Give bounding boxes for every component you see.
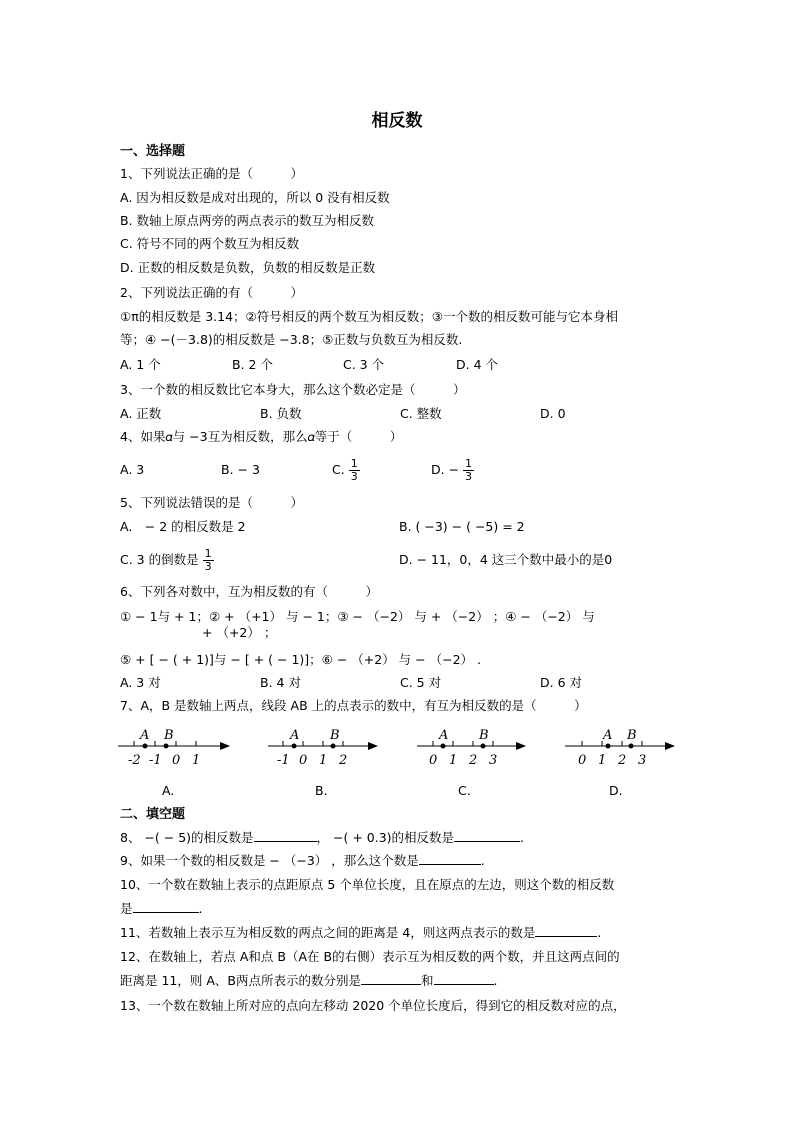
- q7-number-lines: [0, 722, 794, 778]
- q13-line-1: 13、一个数在数轴上所对应的点向左移动 2020 个单位长度后，得到它的相反数对应的点，: [120, 998, 626, 1013]
- tick-label: -1: [149, 753, 162, 768]
- q5-option-b: B. ( −3) − ( −5) = 2: [399, 519, 525, 534]
- fraction-denominator: 3: [465, 470, 473, 483]
- q2-line-1: ①π的相反数是 3.14；②符号相反的两个数互为相反数；③一个数的相反数可能与它本身相: [120, 309, 618, 324]
- number-line-c: [417, 728, 526, 768]
- q2-option-c: C. 3 个: [343, 357, 385, 372]
- q4-option-c-label: C.: [332, 462, 345, 477]
- q5-option-a: A. − 2 的相反数是 2: [120, 519, 246, 534]
- q10-line-1: 10、一个数在数轴上表示的点距原点 5 个单位长度，且在原点的左边，则这个数的相反数: [120, 877, 615, 892]
- q2-stem: 2、下列说法正确的有（ ）: [120, 285, 303, 300]
- point-a: [441, 744, 446, 749]
- fraction-numerator: 1: [204, 547, 212, 560]
- q4-option-d-label: D. −: [431, 462, 460, 477]
- tick-label: 0: [578, 753, 587, 768]
- q2-line-2: 等；④ −(－3.8)的相反数是 −3.8；⑤正数与负数互为相反数.: [120, 332, 463, 347]
- tick-label: 0: [299, 753, 308, 768]
- point-a-label: A: [439, 728, 449, 743]
- q5-option-c-fraction: [203, 548, 214, 573]
- fraction-numerator: 1: [350, 457, 358, 470]
- q4-stem: 4、如果𝛼与 −3互为相反数，那么𝛼等于（ ）: [120, 429, 403, 444]
- page-title: 相反数: [371, 111, 423, 131]
- answer-blank[interactable]: [133, 900, 199, 913]
- number-line-d: [565, 728, 675, 768]
- q5-option-c: [120, 542, 214, 578]
- point-a-label: A: [140, 728, 150, 743]
- q6-line-1: ① − 1与 + 1；② + （+1） 与 − 1；③ − （−2） 与 + （−2） ；④ − （−2） 与: [120, 609, 595, 624]
- q3-option-c: C. 整数: [400, 406, 442, 421]
- section-heading-choice: 一、选择题: [120, 144, 186, 159]
- tick-label: 0: [172, 753, 181, 768]
- answer-blank[interactable]: [361, 972, 421, 985]
- tick-label: 1: [449, 753, 458, 768]
- answer-blank[interactable]: [254, 829, 317, 842]
- answer-blank[interactable]: [454, 829, 520, 842]
- point-a-label: A: [290, 728, 300, 743]
- point-a: [292, 744, 297, 749]
- q4-option-b: B. − 3: [221, 462, 260, 477]
- answer-blank[interactable]: [419, 852, 481, 865]
- q1-option-b: B. 数轴上原点两旁的两点表示的数互为相反数: [120, 213, 375, 228]
- point-b-label: B: [164, 728, 174, 743]
- point-b: [481, 744, 486, 749]
- arrow-icon: [516, 742, 526, 750]
- q11-part-2: .: [597, 925, 602, 940]
- answer-blank[interactable]: [434, 972, 494, 985]
- q5-stem: 5、下列说法错误的是（ ）: [120, 495, 303, 510]
- q2-option-d: D. 4 个: [456, 357, 498, 372]
- tick-label: 2: [618, 753, 627, 768]
- point-b-label: B: [330, 728, 340, 743]
- q6-option-a: A. 3 对: [120, 675, 161, 690]
- q7-option-a-label: A.: [162, 783, 175, 798]
- q12-line-2: [120, 972, 497, 990]
- arrow-icon: [665, 742, 675, 750]
- q10-part-2: .: [198, 901, 203, 916]
- q3-stem: 3、一个数的相反数比它本身大，那么这个数必定是（ ）: [120, 382, 466, 397]
- point-b-label: B: [479, 728, 489, 743]
- point-a: [606, 744, 611, 749]
- q1-stem: 1、下列说法正确的是（ ）: [120, 166, 303, 181]
- q12-part-2: 和: [420, 973, 434, 988]
- q1-option-a: A. 因为相反数是成对出现的，所以 0 没有相反数: [120, 190, 390, 205]
- tick-label: 1: [598, 753, 607, 768]
- arrow-icon: [220, 742, 230, 750]
- tick-label: 0: [429, 753, 438, 768]
- tick-label: -1: [277, 753, 290, 768]
- q10-line-2: [120, 900, 203, 918]
- arrow-icon: [368, 742, 378, 750]
- tick-label: 3: [489, 753, 498, 768]
- q7-option-d-label: D.: [609, 783, 623, 798]
- section-heading-fill: 二、填空题: [120, 807, 186, 822]
- q7-stem: 7、A，B 是数轴上两点，线段 AB 上的点表示的数中，有互为相反数的是（ ）: [120, 698, 587, 713]
- q11-line: [120, 924, 601, 942]
- q4-option-c: [332, 452, 360, 488]
- tick-label: -2: [128, 753, 141, 768]
- q9-line: [120, 852, 485, 870]
- q6-stem: 6、下列各对数中，互为相反数的有（ ）: [120, 584, 378, 599]
- q4-option-d: [431, 452, 474, 488]
- q4-option-a: A. 3: [120, 462, 145, 477]
- tick-label: 3: [638, 753, 647, 768]
- q9-part-1: 9、如果一个数的相反数是 − （−3） ，那么这个数是: [120, 853, 419, 868]
- fraction-denominator: 3: [204, 560, 212, 573]
- point-b: [331, 744, 336, 749]
- number-line-a: [118, 728, 230, 768]
- q6-option-d: D. 6 对: [540, 675, 582, 690]
- point-b: [629, 744, 634, 749]
- number-line-b: [268, 728, 378, 768]
- q2-option-a: A. 1 个: [120, 357, 161, 372]
- q3-option-d: D. 0: [540, 406, 566, 421]
- q12-part-1: 距离是 11，则 A、B两点所表示的数分别是: [120, 973, 361, 988]
- q6-option-b: B. 4 对: [260, 675, 301, 690]
- point-a: [143, 744, 148, 749]
- q4-option-c-fraction: [349, 458, 360, 483]
- point-a-label: A: [603, 728, 613, 743]
- q7-option-c-label: C.: [458, 783, 471, 798]
- tick-label: 1: [319, 753, 328, 768]
- q2-option-b: B. 2 个: [232, 357, 273, 372]
- tick-label: 2: [339, 753, 348, 768]
- tick-label: 2: [469, 753, 478, 768]
- fraction-numerator: 1: [465, 457, 473, 470]
- q12-part-3: .: [493, 973, 498, 988]
- q6-line-2: + （+2） ；: [202, 625, 277, 640]
- q10-part-1: 是: [120, 901, 133, 916]
- q8-part-2: ， −( + 0.3)的相反数是: [316, 830, 455, 845]
- q3-option-b: B. 负数: [260, 406, 302, 421]
- tick-label: 1: [192, 753, 201, 768]
- q8-part-3: .: [520, 830, 525, 845]
- q6-option-c: C. 5 对: [400, 675, 442, 690]
- q3-option-a: A. 正数: [120, 406, 162, 421]
- q1-option-d: D. 正数的相反数是负数，负数的相反数是正数: [120, 260, 376, 275]
- q8-part-1: 8、 −( − 5)的相反数是: [120, 830, 254, 845]
- fraction-denominator: 3: [350, 470, 358, 483]
- q12-line-1: 12、在数轴上，若点 A和点 B（A在 B的右侧）表示互为相反数的两个数，并且这两点间的: [120, 949, 620, 964]
- q7-option-b-label: B.: [315, 783, 328, 798]
- point-b-label: B: [627, 728, 637, 743]
- q5-option-c-label: C. 3 的倒数是: [120, 552, 199, 567]
- point-b: [164, 744, 169, 749]
- q11-part-1: 11、若数轴上表示互为相反数的两点之间的距离是 4，则这两点表示的数是: [120, 925, 536, 940]
- q5-option-d: D. − 11，0，4 这三个数中最小的是0: [399, 552, 613, 567]
- q9-part-2: .: [480, 853, 485, 868]
- answer-blank[interactable]: [535, 924, 597, 937]
- q6-line-3: ⑤ + [ − ( + 1)]与 − [ + ( − 1)]；⑥ − （+2） 与 − （−2） .: [120, 652, 481, 667]
- q4-option-d-fraction: [463, 458, 474, 483]
- q1-option-c: C. 符号不同的两个数互为相反数: [120, 236, 300, 251]
- q8-line: [120, 829, 524, 847]
